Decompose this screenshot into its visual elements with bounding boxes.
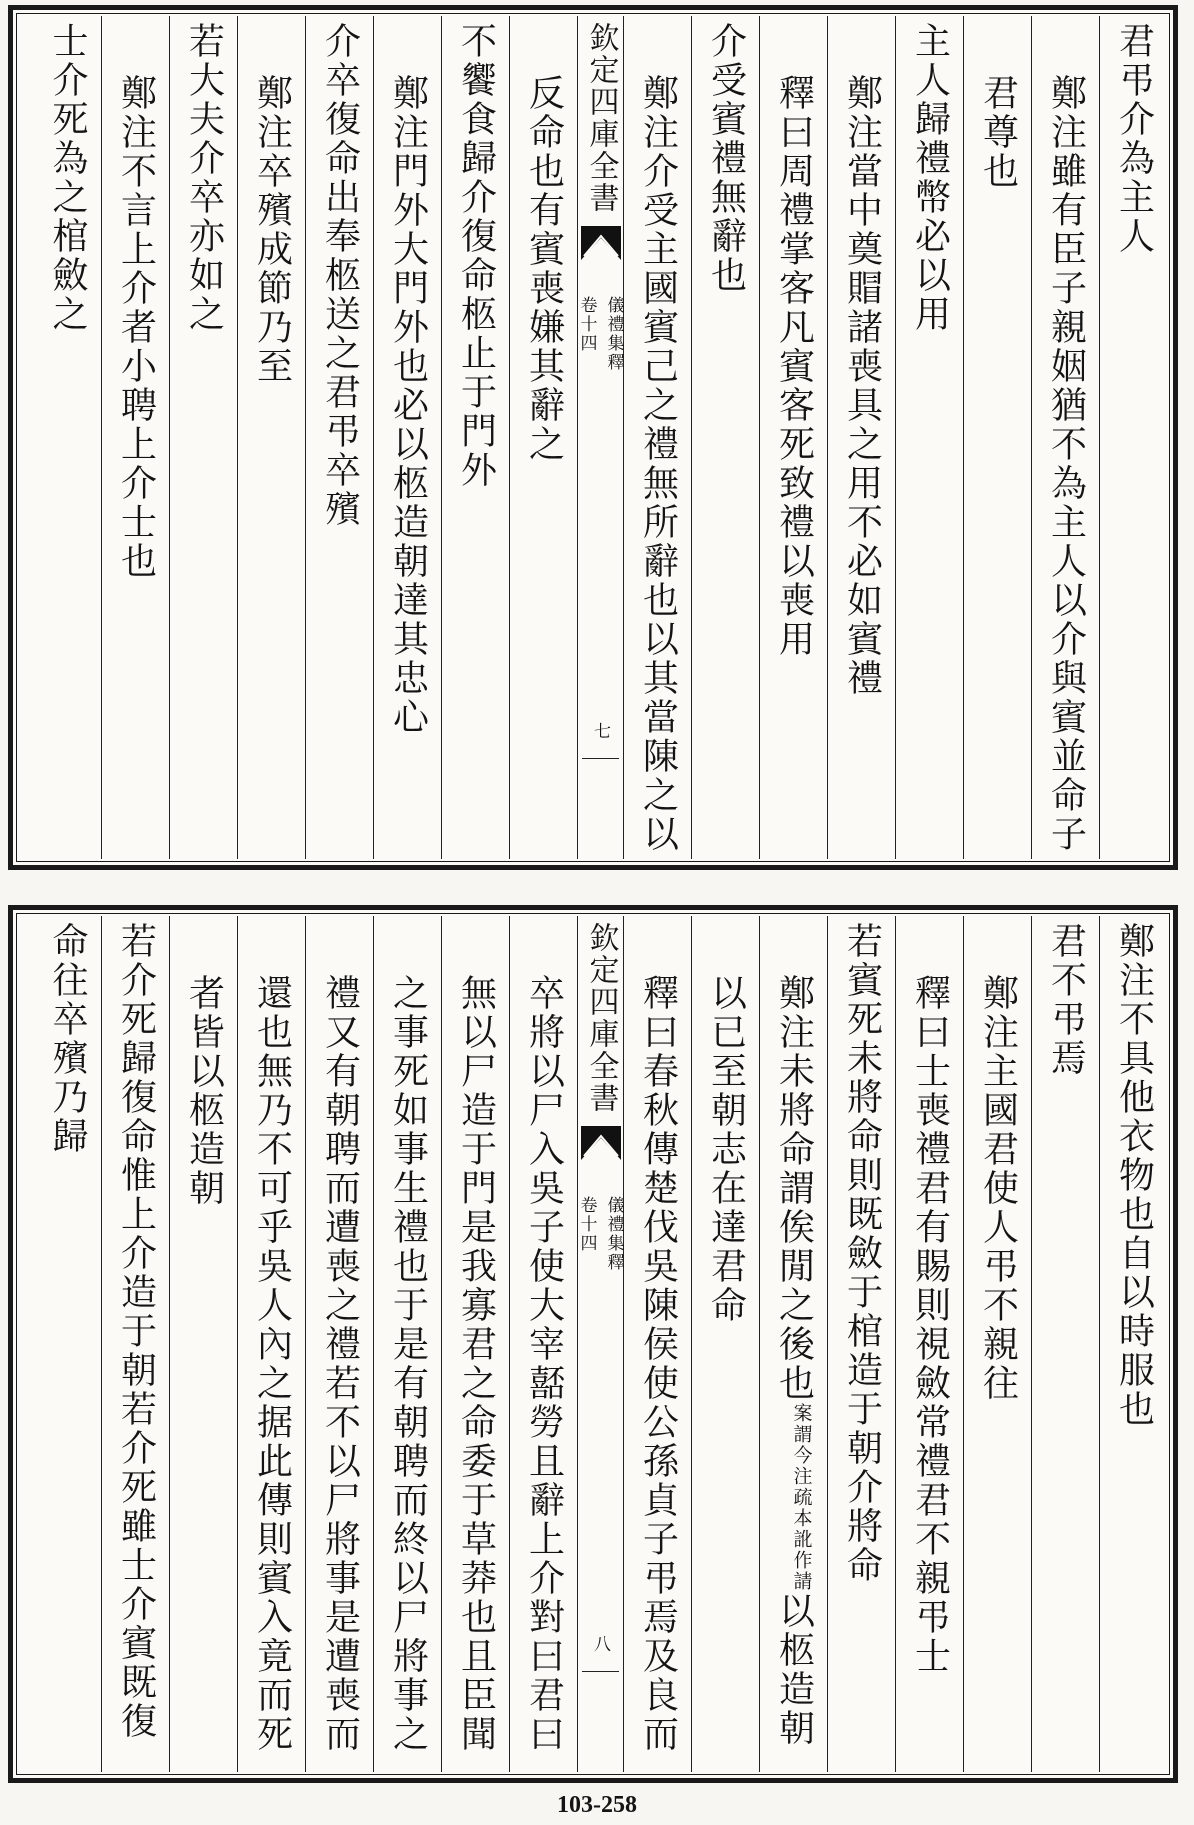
text-column xyxy=(441,16,509,859)
text-column xyxy=(895,16,963,859)
leaf-rule xyxy=(582,758,619,759)
column-main-text: 若賓死未將命則既斂于棺造于朝介將命 xyxy=(841,922,883,1585)
lower-page-columns xyxy=(19,916,1167,1772)
column-main-text: 禮又有朝聘而遭喪之禮若不以尸將事是遭喪而 xyxy=(319,974,361,1754)
column-main-text: 之事死如事生禮也于是有朝聘而終以尸將事之 xyxy=(387,974,429,1754)
column-text xyxy=(251,74,293,386)
column-main-text: 鄭注主國君使人弔不親往 xyxy=(977,974,1019,1403)
text-column xyxy=(623,16,691,859)
column-text xyxy=(909,22,951,334)
volume-name: 儀禮集釋 xyxy=(603,296,624,372)
text-column xyxy=(1031,16,1099,859)
column-text xyxy=(1045,74,1087,854)
book-title: 欽定四庫全書 xyxy=(583,922,619,1114)
column-main-text: 無以尸造于門是我寡君之命委于草莽也且臣聞 xyxy=(455,974,497,1754)
text-column xyxy=(963,16,1031,859)
column-main-text: 主人歸禮幣必以用 xyxy=(909,22,951,334)
column-text xyxy=(115,922,157,1741)
column-text xyxy=(1113,922,1155,1429)
column-text xyxy=(183,974,225,1208)
text-column xyxy=(827,16,895,859)
column-main-text: 介卒復命出奉柩送之君弔卒殯 xyxy=(319,22,361,529)
column-text xyxy=(841,74,883,698)
text-column xyxy=(101,916,169,1772)
column-main-text: 不饗食歸介復命柩止于門外 xyxy=(455,22,497,490)
column-main-text: 鄭注介受主國賓己之禮無所辭也以其當陳之以 xyxy=(637,74,679,854)
leaf-number: 八 xyxy=(590,1635,610,1652)
column-main-text: 君不弔焉 xyxy=(1045,922,1087,1078)
column-main-text: 君弔介為主人 xyxy=(1113,22,1155,256)
column-text xyxy=(523,974,565,1754)
text-column xyxy=(237,16,305,859)
text-column xyxy=(963,916,1031,1772)
column-text xyxy=(319,974,361,1754)
annotation-note: 本訛作請 xyxy=(790,1508,813,1592)
text-column xyxy=(237,916,305,1772)
text-column xyxy=(373,16,441,859)
fold-center-column xyxy=(577,916,623,1772)
column-text xyxy=(47,922,88,1156)
text-column xyxy=(169,16,237,859)
column-main-text: 還也無乃不可乎吳人內之据此傳則賓入竟而死 xyxy=(251,974,293,1754)
book-title: 欽定四庫全書 xyxy=(583,22,619,214)
column-tail-text: 以柩造朝 xyxy=(773,1592,815,1748)
chapter-name: 卷十四 xyxy=(576,296,597,353)
text-column xyxy=(691,916,759,1772)
text-column xyxy=(441,916,509,1772)
column-text xyxy=(319,22,361,529)
text-column xyxy=(1031,916,1099,1772)
column-main-text: 鄭注卒殯成節乃至 xyxy=(251,74,293,386)
text-column xyxy=(509,916,577,1772)
volume-info xyxy=(575,1196,627,1272)
column-main-text: 君尊也 xyxy=(977,74,1019,191)
column-main-text: 介受賓禮無辭也 xyxy=(705,22,747,295)
column-main-text: 鄭注不言上介者小聘上介士也 xyxy=(115,74,157,581)
column-text xyxy=(977,974,1019,1403)
text-column xyxy=(33,16,101,859)
upper-page xyxy=(8,5,1178,870)
column-text xyxy=(47,22,88,334)
column-text xyxy=(1113,22,1155,256)
leaf-rule xyxy=(582,1671,619,1672)
page-code: 103-258 xyxy=(557,1792,637,1818)
leaf-number: 七 xyxy=(590,722,610,739)
annotation-note: 案謂今注疏 xyxy=(790,1403,813,1508)
lower-page xyxy=(8,905,1178,1783)
column-text xyxy=(773,74,815,659)
text-column xyxy=(169,916,237,1772)
column-main-text: 卒將以尸入吳子使大宰嚭勞且辭上介對曰君曰 xyxy=(523,974,565,1754)
column-text xyxy=(523,74,565,464)
text-column xyxy=(305,916,373,1772)
column-text xyxy=(455,974,497,1754)
column-text xyxy=(387,974,429,1754)
column-main-text: 釋曰士喪禮君有賜則視斂常禮君不親弔士 xyxy=(909,974,951,1676)
text-column xyxy=(1099,16,1167,859)
column-text xyxy=(773,974,815,1748)
text-column xyxy=(305,16,373,859)
column-text xyxy=(455,22,497,490)
volume-name: 儀禮集釋 xyxy=(603,1196,624,1272)
column-main-text: 反命也有賓喪嫌其辭之 xyxy=(523,74,565,464)
fishtail-mark-icon xyxy=(581,226,621,260)
column-text xyxy=(1045,922,1087,1078)
column-main-text: 釋曰周禮掌客凡賓客死致禮以喪用 xyxy=(773,74,815,659)
column-main-text: 士介死為之棺斂之 xyxy=(47,22,88,334)
column-main-text: 以已至朝志在達君命 xyxy=(705,974,747,1325)
upper-page-columns xyxy=(19,16,1167,859)
column-text xyxy=(251,974,293,1754)
column-main-text: 釋曰春秋傳楚伐吳陳侯使公孫貞子弔焉及良而 xyxy=(637,974,679,1754)
column-main-text: 命往卒殯乃歸 xyxy=(47,922,88,1156)
volume-info xyxy=(575,296,627,372)
column-main-text: 鄭注門外大門外也必以柩造朝達其忠心 xyxy=(387,74,429,737)
column-text xyxy=(183,22,225,334)
text-column xyxy=(623,916,691,1772)
text-column xyxy=(509,16,577,859)
column-text xyxy=(705,974,747,1325)
text-column xyxy=(101,16,169,859)
chapter-name: 卷十四 xyxy=(576,1196,597,1253)
column-text xyxy=(387,74,429,737)
column-main-text: 者皆以柩造朝 xyxy=(183,974,225,1208)
column-text xyxy=(705,22,747,295)
text-column xyxy=(1099,916,1167,1772)
column-text xyxy=(909,974,951,1676)
column-text xyxy=(115,74,157,581)
column-main-text: 鄭注當中奠賵諸喪具之用不必如賓禮 xyxy=(841,74,883,698)
column-main-text: 若大夫介卒亦如之 xyxy=(183,22,225,334)
fishtail-mark-icon xyxy=(581,1126,621,1160)
column-main-text: 鄭注不具他衣物也自以時服也 xyxy=(1113,922,1155,1429)
column-main-text: 鄭注未將命謂俟閒之後也 xyxy=(773,974,815,1403)
text-column xyxy=(373,916,441,1772)
column-text xyxy=(637,74,679,854)
column-text xyxy=(977,74,1019,191)
column-main-text: 若介死歸復命惟上介造于朝若介死雖士介賓既復 xyxy=(115,922,157,1741)
text-column xyxy=(827,916,895,1772)
text-column xyxy=(759,16,827,859)
text-column xyxy=(691,16,759,859)
column-text xyxy=(637,974,679,1754)
text-column xyxy=(895,916,963,1772)
fold-center-column xyxy=(577,16,623,859)
text-column xyxy=(759,916,827,1772)
text-column xyxy=(33,916,101,1772)
column-main-text: 鄭注雖有臣子親姻猶不為主人以介與賓並命子 xyxy=(1045,74,1087,854)
column-text xyxy=(841,922,883,1585)
